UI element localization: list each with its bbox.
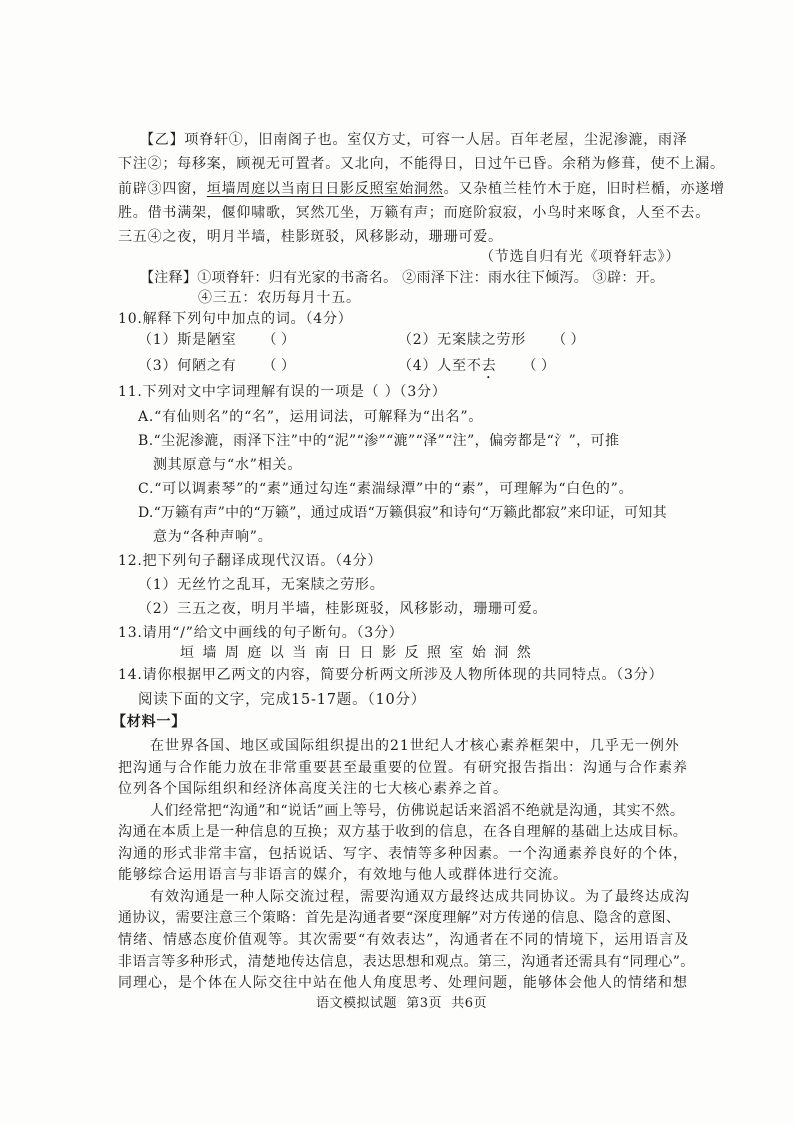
passage-line-4: 胜。借书满架，偃仰啸歌，冥然兀坐，万籁有声；而庭阶寂寂，小鸟时来啄食，人至不去。 (118, 205, 710, 221)
material1-line-11: 非语言等多种形式，清楚地传达信息，表达思想和观点。第三，沟通者还需具有“同理心”。 (118, 954, 695, 970)
material1-line-4: 人们经常把“沟通”和“说话”画上等号，仿佛说起话来滔滔不绝就是沟通，其实不然。 (150, 803, 685, 819)
q10-item-4-dotted-char: 去 (481, 358, 497, 374)
q10-item-1-blank: （ ） (262, 332, 295, 348)
q10-item-4-text: （4）人至不 (398, 358, 482, 374)
q12-sentence-1: （1）无丝竹之乱耳，无案牍之劳形。 (138, 577, 385, 593)
q10-item-2-blank: （ ） (552, 332, 585, 348)
q10-item-2-text: （2）无案牍之劳形 (398, 332, 527, 348)
passage-line-5: 三五④之夜，明月半墙，桂影斑驳，风移影动，珊珊可爱。 (118, 229, 503, 245)
q10-item-3 (138, 357, 295, 375)
q14-stem: 14.请你根据甲乙两文的内容，简要分析两文所涉及人物所体现的共同特点。（3分） (118, 667, 664, 683)
q11-option-b: B.“尘泥渗漉，雨泽下注”中的“泥”“渗”“漉”“泽”“注”，偏旁都是“氵”，可推 (138, 433, 620, 449)
q11-stem: 11.下列对文中字词理解有误的一项是（ ）（3分） (118, 384, 447, 400)
q11-option-c: C.“可以调素琴”的“素”通过勾连“素湍绿潭”中的“素”，可理解为“白色的”。 (138, 481, 634, 497)
q10-item-4 (398, 357, 555, 382)
passage-source: （节选自归有光《项脊轩志》） (480, 249, 681, 265)
q10-item-2 (398, 331, 585, 349)
q10-item-3-text: （3）何陋之有 (138, 358, 237, 374)
q10-item-1 (138, 331, 295, 349)
q10-stem: 10.解释下列句中加点的词。（4分） (118, 311, 353, 327)
material1-line-5: 沟通在本质上是一种信息的互换；双方基于收到的信息，在各自理解的基础上达成目标。 (118, 824, 688, 840)
material1-line-10: 情绪、情感态度价值观等。其次需要“有效表达”，沟通者在不同的情境下，运用语言及 (118, 932, 690, 948)
material1-line-9: 通协议，需要注意三个策略：首先是沟通者要“深度理解”对方传递的信息、隐含的意图、 (118, 910, 681, 926)
passage-line-3-post: 。又杂植兰桂竹木于庭，旧时栏楯，亦遂增 (443, 181, 725, 197)
material1-line-3: 位列各个国际组织和经济体高度关注的七大核心素养之首。 (118, 781, 508, 797)
material1-line-8: 有效沟通是一种人际交流过程，需要沟通双方最终达成共同协议。为了最终达成沟 (150, 889, 690, 905)
q10-item-4-blank: （ ） (522, 358, 555, 374)
reading-intro: 阅读下面的文字，完成15-17题。（10分） (138, 692, 427, 708)
passage-line-3 (118, 180, 725, 198)
material1-line-1: 在世界各国、地区或国际组织提出的21世纪人才核心素养框架中，几乎无一例外 (150, 738, 680, 754)
q12-stem: 12.把下列句子翻译成现代汉语。（4分） (118, 553, 383, 569)
notes-line-2: ④三五：农历每月十五。 (198, 290, 361, 306)
q12-sentence-2: （2）三五之夜，明月半墙，桂影斑驳，风移影动，珊珊可爱。 (138, 601, 548, 617)
q13-stem: 13.请用“/”给文中画线的句子断句。（3分） (118, 625, 404, 641)
q11-option-b-cont: 测其原意与“水”相关。 (153, 457, 303, 473)
q10-item-3-blank: （ ） (262, 358, 295, 374)
material1-line-6: 沟通的形式非常丰富，包括说话、写字、表情等多种因素。一个沟通素养良好的个体， (118, 846, 688, 862)
page-footer: 语文模拟试题 第3页 共6页 (316, 996, 488, 1011)
passage-line-2: 下注②；每移案，顾视无可置者。又北向，不能得日，日过午已昏。余稍为修葺，使不上漏。 (118, 156, 725, 172)
notes-line-1: 【注释】①项脊轩：归有光家的书斋名。 ②雨泽下注：雨水往下倾泻。 ③辟：开。 (140, 270, 665, 286)
material1-line-12: 同理心，是个体在人际交往中站在他人角度思考、处理问题，能够体会他人的情绪和想 (118, 975, 688, 991)
material1-line-2: 把沟通与合作能力放在非常重要甚至最重要的位置。有研究报告指出：沟通与合作素养 (118, 760, 688, 776)
material1-line-7: 能够综合运用语言与非语言的媒介，有效地与他人或群体进行交流。 (118, 867, 568, 883)
passage-line-1: 【乙】项脊轩①，旧南阁子也。室仅方丈，可容一人居。百年老屋，尘泥渗漉，雨泽 (140, 132, 688, 148)
q11-option-a: A.“有仙则名”的“名”，运用词法，可解释为“出名”。 (138, 409, 484, 425)
q13-sentence: 垣 墙 周 庭 以 当 南 日 日 影 反 照 室 始 洞 然 (180, 645, 533, 661)
passage-line-3-pre: 前辟③四窗， (118, 181, 207, 197)
underlined-sentence: 垣墙周庭以当南日日影反照室始洞然 (206, 181, 444, 197)
material1-heading: 【材料一】 (112, 714, 186, 730)
q11-option-d-cont: 意为“各种声响”。 (153, 529, 273, 545)
q10-item-1-text: （1）斯是陋室 (138, 332, 237, 348)
q11-option-d: D.“万籁有声”中的“万籁”，通过成语“万籁俱寂”和诗句“万籁此都寂”来印证，可知其 (138, 505, 667, 521)
